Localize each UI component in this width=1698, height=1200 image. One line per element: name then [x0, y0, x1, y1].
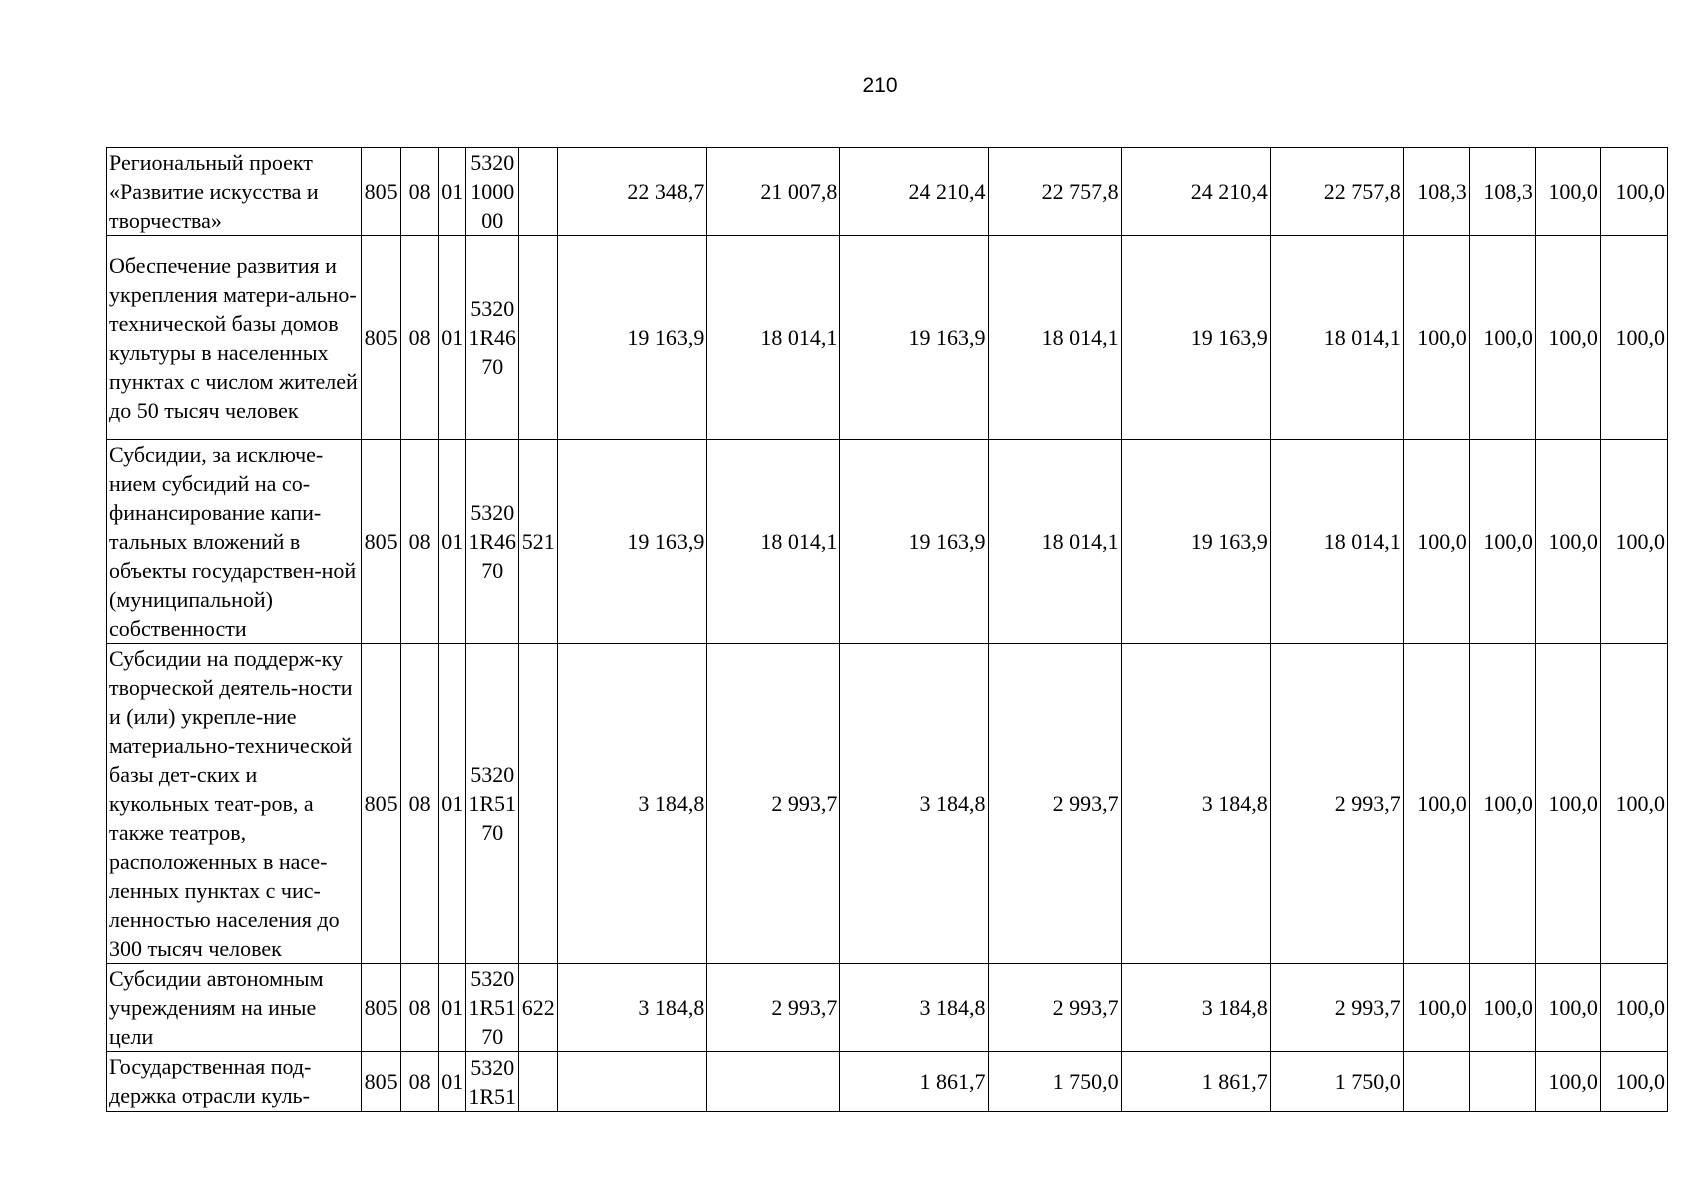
percent-cell: 108,3 — [1469, 148, 1535, 236]
table-row — [107, 1052, 1668, 1112]
target-article-code: 5320100000 — [466, 148, 519, 236]
value-cell: 19 163,9 — [840, 440, 988, 644]
value-cell: 18 014,1 — [988, 440, 1121, 644]
value-cell: 24 210,4 — [1121, 148, 1270, 236]
value-cell: 22 757,8 — [988, 148, 1121, 236]
value-cell: 18 014,1 — [1270, 440, 1403, 644]
value-cell: 2 993,7 — [707, 964, 840, 1052]
value-cell: 18 014,1 — [707, 440, 840, 644]
page-number: 210 — [862, 74, 898, 97]
value-cell: 1 861,7 — [1121, 1052, 1270, 1112]
value-cell — [707, 1052, 840, 1112]
value-cell: 18 014,1 — [1270, 236, 1403, 440]
section-code: 08 — [401, 1052, 439, 1112]
subsection-code: 01 — [439, 440, 466, 644]
row-name: Субсидии, за исключе-нием субсидий на со-финансирование капи-тальных вложений в объекты государствен-ной (муниципальной) собственности — [107, 440, 362, 644]
section-code: 08 — [401, 964, 439, 1052]
value-cell: 2 993,7 — [707, 644, 840, 964]
value-cell: 22 757,8 — [1270, 148, 1403, 236]
value-cell: 1 861,7 — [840, 1052, 988, 1112]
value-cell: 1 750,0 — [1270, 1052, 1403, 1112]
section-code: 08 — [401, 148, 439, 236]
percent-cell: 100,0 — [1535, 1052, 1600, 1112]
target-article-code: 53201R51 — [466, 1052, 519, 1112]
table-row — [107, 964, 1668, 1052]
percent-cell: 100,0 — [1600, 236, 1667, 440]
value-cell: 19 163,9 — [1121, 440, 1270, 644]
percent-cell: 108,3 — [1403, 148, 1469, 236]
expense-type-code — [519, 148, 558, 236]
value-cell: 3 184,8 — [558, 644, 707, 964]
table-row — [107, 644, 1668, 964]
target-article-code: 53201R5170 — [466, 964, 519, 1052]
value-cell: 24 210,4 — [840, 148, 988, 236]
budget-table — [106, 147, 1668, 1112]
value-cell: 3 184,8 — [1121, 964, 1270, 1052]
section-code: 08 — [401, 644, 439, 964]
value-cell: 3 184,8 — [558, 964, 707, 1052]
value-cell: 21 007,8 — [707, 148, 840, 236]
value-cell: 1 750,0 — [988, 1052, 1121, 1112]
expense-type-code — [519, 1052, 558, 1112]
value-cell: 2 993,7 — [988, 964, 1121, 1052]
row-name: Региональный проект «Развитие искусства и творчества» — [107, 148, 362, 236]
percent-cell: 100,0 — [1600, 1052, 1667, 1112]
percent-cell: 100,0 — [1600, 148, 1667, 236]
percent-cell: 100,0 — [1535, 236, 1600, 440]
ministry-code: 805 — [362, 440, 401, 644]
subsection-code: 01 — [439, 148, 466, 236]
value-cell: 2 993,7 — [988, 644, 1121, 964]
value-cell: 3 184,8 — [840, 964, 988, 1052]
subsection-code: 01 — [439, 644, 466, 964]
expense-type-code — [519, 644, 558, 964]
value-cell — [558, 1052, 707, 1112]
subsection-code: 01 — [439, 1052, 466, 1112]
row-name: Субсидии автономным учреждениям на иные цели — [107, 964, 362, 1052]
target-article-code: 53201R4670 — [466, 236, 519, 440]
value-cell: 19 163,9 — [558, 440, 707, 644]
subsection-code: 01 — [439, 964, 466, 1052]
value-cell: 18 014,1 — [707, 236, 840, 440]
percent-cell: 100,0 — [1403, 236, 1469, 440]
expense-type-code: 521 — [519, 440, 558, 644]
table-row — [107, 148, 1668, 236]
percent-cell: 100,0 — [1535, 644, 1600, 964]
row-name: Субсидии на поддерж-ку творческой деятель-ности и (или) укрепле-ние материально-технической базы дет-ских и кукольных теат-ров, а также театров, расположенных в насе-ленных пунктах с чис-ленностью населения до 300 тысяч человек — [107, 644, 362, 964]
percent-cell: 100,0 — [1403, 964, 1469, 1052]
ministry-code: 805 — [362, 964, 401, 1052]
ministry-code: 805 — [362, 1052, 401, 1112]
percent-cell: 100,0 — [1469, 236, 1535, 440]
target-article-code: 53201R5170 — [466, 644, 519, 964]
table-row — [107, 440, 1668, 644]
expense-type-code: 622 — [519, 964, 558, 1052]
table-row — [107, 236, 1668, 440]
percent-cell — [1469, 1052, 1535, 1112]
percent-cell: 100,0 — [1403, 440, 1469, 644]
percent-cell: 100,0 — [1535, 964, 1600, 1052]
percent-cell: 100,0 — [1469, 644, 1535, 964]
ministry-code: 805 — [362, 148, 401, 236]
percent-cell: 100,0 — [1469, 964, 1535, 1052]
value-cell: 19 163,9 — [558, 236, 707, 440]
value-cell: 3 184,8 — [840, 644, 988, 964]
row-name: Государственная под-держка отрасли куль- — [107, 1052, 362, 1112]
value-cell: 3 184,8 — [1121, 644, 1270, 964]
value-cell: 22 348,7 — [558, 148, 707, 236]
value-cell: 19 163,9 — [1121, 236, 1270, 440]
ministry-code: 805 — [362, 236, 401, 440]
expense-type-code — [519, 236, 558, 440]
row-name: Обеспечение развития и укрепления матери-ально-технической базы домов культуры в населенных пунктах с числом жителей до 50 тысяч человек — [107, 236, 362, 440]
percent-cell: 100,0 — [1535, 440, 1600, 644]
value-cell: 2 993,7 — [1270, 644, 1403, 964]
section-code: 08 — [401, 236, 439, 440]
value-cell: 19 163,9 — [840, 236, 988, 440]
subsection-code: 01 — [439, 236, 466, 440]
percent-cell — [1403, 1052, 1469, 1112]
percent-cell: 100,0 — [1469, 440, 1535, 644]
percent-cell: 100,0 — [1403, 644, 1469, 964]
ministry-code: 805 — [362, 644, 401, 964]
value-cell: 18 014,1 — [988, 236, 1121, 440]
percent-cell: 100,0 — [1600, 644, 1667, 964]
percent-cell: 100,0 — [1535, 148, 1600, 236]
section-code: 08 — [401, 440, 439, 644]
target-article-code: 53201R4670 — [466, 440, 519, 644]
percent-cell: 100,0 — [1600, 440, 1667, 644]
percent-cell: 100,0 — [1600, 964, 1667, 1052]
value-cell: 2 993,7 — [1270, 964, 1403, 1052]
